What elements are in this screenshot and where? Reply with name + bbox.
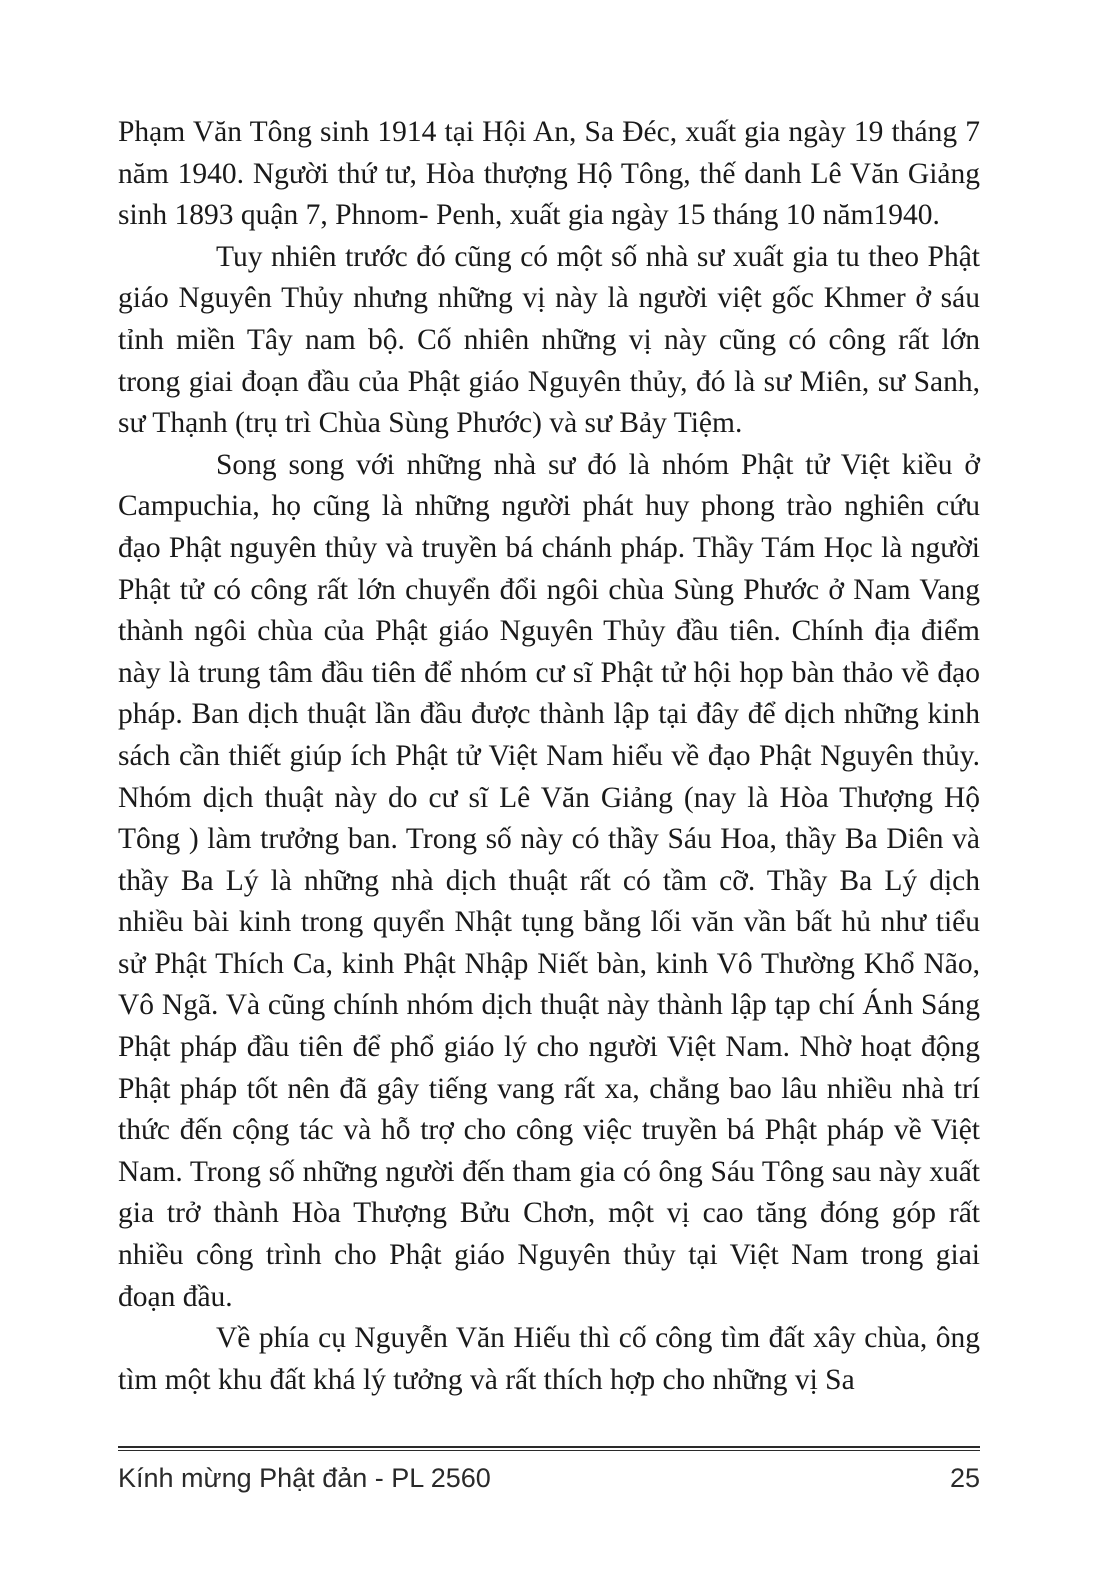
page-footer xyxy=(118,1458,980,1498)
page-number: 25 xyxy=(949,1463,980,1493)
body-text xyxy=(118,112,980,1401)
footer-divider xyxy=(118,1446,980,1451)
paragraph-2: Tuy nhiên trước đó cũng có một số nhà sư xuất gia tu theo Phật giáo Nguyên Thủy nhưng những vị này là người việt gốc Khmer ở sáu tỉnh miền Tây nam bộ. Cố nhiên những vị này cũng có công rất lớn trong giai đoạn đầu của Phật giáo Nguyên thủy, đó là sư Miên, sư Sanh, sư Thạnh (trụ trì Chùa Sùng Phước) và sư Bảy Tiệm. xyxy=(118,240,980,440)
footer-title: Kính mừng Phật đản - PL 2560 xyxy=(118,1463,491,1493)
paragraph-4: Về phía cụ Nguyễn Văn Hiếu thì cố công tìm đất xây chùa, ông tìm một khu đất khá lý tưởng và rất thích hợp cho những vị Sa xyxy=(118,1322,980,1396)
paragraph-3: Song song với những nhà sư đó là nhóm Phật tử Việt kiều ở Campuchia, họ cũng là những người phát huy phong trào nghiên cứu đạo Phật nguyên thủy và truyền bá chánh pháp. Thầy Tám Học là người Phật tử có công rất lớn chuyển đổi ngôi chùa Sùng Phước ở Nam Vang thành ngôi chùa của Phật giáo Nguyên Thủy đầu tiên. Chính địa điểm này là trung tâm đầu tiên để nhóm cư sĩ Phật tử hội họp bàn thảo về đạo pháp. Ban dịch thuật lần đầu được thành lập tại đây để dịch những kinh sách cần thiết giúp ích Phật tử Việt Nam hiểu về đạo Phật Nguyên thủy. Nhóm dịch thuật này do cư sĩ Lê Văn Giảng (nay là Hòa Thượng Hộ Tông ) làm trưởng ban. Trong số này có thầy Sáu Hoa, thầy Ba Diên và thầy Ba Lý là những nhà dịch thuật rất có tầm cỡ. Thầy Ba Lý dịch nhiều bài kinh trong quyển Nhật tụng bằng lối văn vần bất hủ như tiểu sử Phật Thích Ca, kinh Phật Nhập Niết bàn, kinh Vô Thường Khổ Não, Vô Ngã. Và cũng chính nhóm dịch thuật này thành lập tạp chí Ánh Sáng Phật pháp đầu tiên để phổ giáo lý cho người Việt Nam. Nhờ hoạt động Phật pháp tốt nên đã gây tiếng vang rất xa, chẳng bao lâu nhiều nhà trí thức đến cộng tác và hỗ trợ cho công việc truyền bá Phật pháp về Việt Nam. Trong số những người đến tham gia có ông Sáu Tông sau này xuất gia trở thành Hòa Thượng Bửu Chơn, một vị cao tăng đóng góp rất nhiều công trình cho Phật giáo Nguyên thủy tại Việt Nam trong giai đoạn đầu. xyxy=(118,448,980,1313)
paragraph-1: Phạm Văn Tông sinh 1914 tại Hội An, Sa Đéc, xuất gia ngày 19 tháng 7 năm 1940. Người thứ tư, Hòa thượng Hộ Tông, thế danh Lê Văn Giảng sinh 1893 quận 7, Phnom- Penh, xuất gia ngày 15 tháng 10 năm1940. xyxy=(118,116,980,232)
